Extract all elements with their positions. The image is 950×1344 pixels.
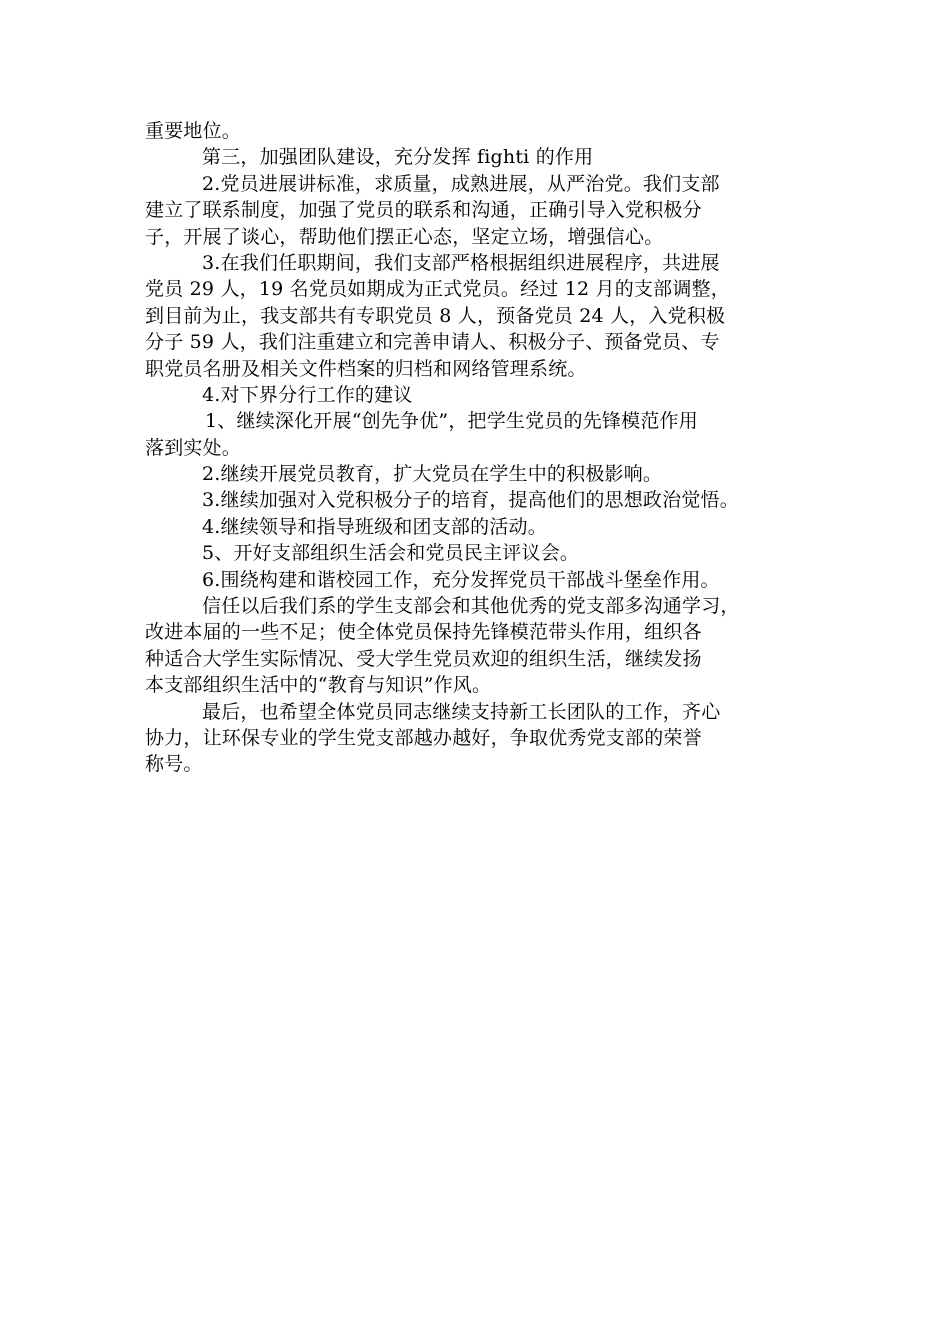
text-line: 最后，也希望全体党员同志继续支持新工长团队的工作，齐心 [202,700,721,723]
text-line: 落到实处。 [145,436,242,459]
text-line: 协力，让环保专业的学生党支部越办越好，争取优秀党支部的荣誉 [145,726,702,749]
text-line: 第三，加强团队建设，充分发挥 fighti 的作用 [202,146,594,169]
text-line: 种适合大学生实际情况、受大学生党员欢迎的组织生活，继续发扬 [145,647,702,670]
text-line: 改进本届的一些不足；使全体党员保持先锋模范带头作用，组织各 [145,621,702,644]
text-line: 3.在我们任职期间，我们支部严格根据组织进展程序，共进展 [202,251,720,274]
text-line: 4.对下界分行工作的建议 [202,383,413,406]
text-line: 4.继续领导和指导班级和团支部的活动。 [202,515,547,538]
text-line: 5、开好支部组织生活会和党员民主评议会。 [202,542,580,565]
text-line: 分子 59 人，我们注重建立和完善申请人、积极分子、预备党员、专 [145,331,720,354]
text-line: 本支部组织生活中的“教育与知识”作风。 [145,674,492,697]
text-line: 职党员名册及相关文件档案的归档和网络管理系统。 [145,357,587,380]
text-line: 重要地位。 [145,120,242,142]
text-line: 6.围绕构建和谐校园工作，充分发挥党员干部战斗堡垒作用。 [202,568,720,591]
document-body [145,118,825,778]
text-line: 1、继续深化开展“创先争优”，把学生党员的先锋模范作用 [205,410,698,433]
text-line: 2.党员进展讲标准，求质量，成熟进展，从严治党。我们支部 [202,172,720,195]
text-line: 称号。 [145,753,203,776]
text-line: 3.继续加强对入党积极分子的培育，提高他们的思想政治觉悟。 [202,489,739,512]
text-line: 子，开展了谈心，帮助他们摆正心态，坚定立场，增强信心。 [145,225,664,248]
text-line: 建立了联系制度，加强了党员的联系和沟通，正确引导入党积极分 [145,199,702,222]
text-line: 到目前为止，我支部共有专职党员 8 人，预备党员 24 人，入党积极 [145,304,726,327]
text-line: 党员 29 人，19 名党员如期成为正式党员。经过 12 月的支部调整， [145,278,730,301]
text-line: 2.继续开展党员教育，扩大党员在学生中的积极影响。 [202,463,663,486]
text-line: 信任以后我们系的学生支部会和其他优秀的党支部多沟通学习， [202,595,740,618]
